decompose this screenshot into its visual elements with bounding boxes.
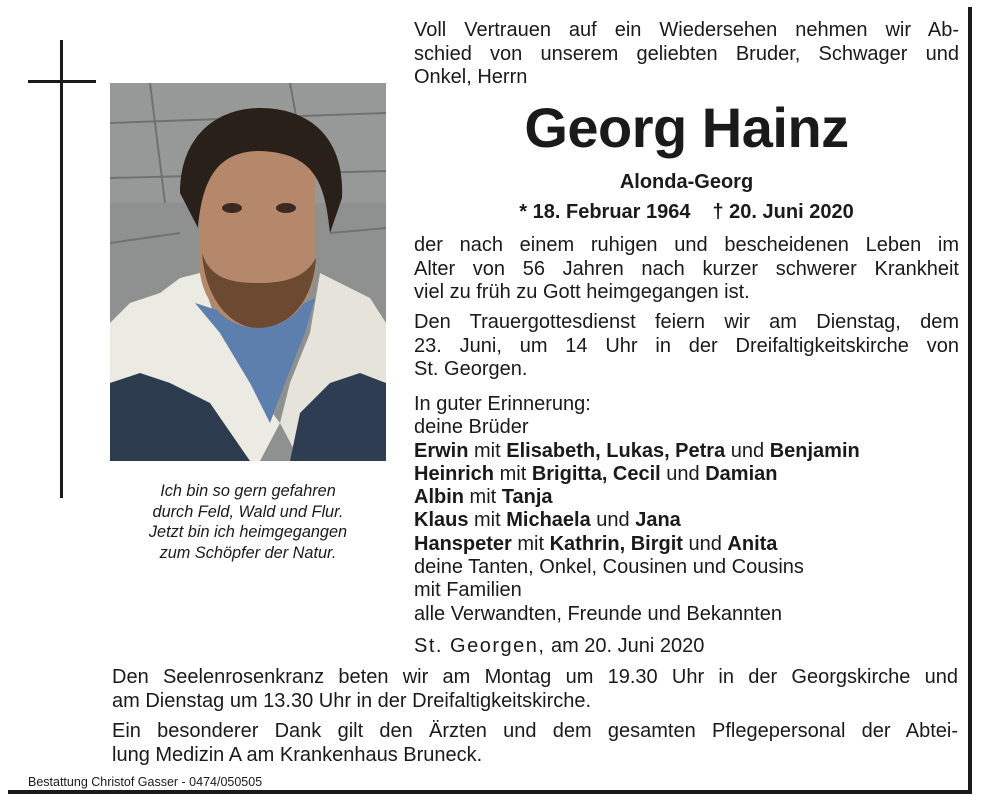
family-name: Brigitta, Cecil <box>531 462 661 485</box>
rosary-line: am Dienstag um 13.30 Uhr in der Dreifaltigkeitskirche. <box>112 689 592 712</box>
brother-line <box>414 533 959 556</box>
family-name: Benjamin <box>769 439 860 462</box>
life-line: viel zu früh zu Gott heimgegangen ist. <box>414 281 750 303</box>
death-date: † 20. Juni 2020 <box>712 201 854 223</box>
connector-text: und <box>660 462 706 485</box>
cross-icon-horizontal <box>28 80 96 83</box>
family-list <box>414 393 959 626</box>
connector-text: mit <box>511 532 550 555</box>
poem-line: durch Feld, Wald und Flur. <box>152 502 344 521</box>
deceased-name: Georg Hainz <box>524 96 849 159</box>
intro-line: schied von unserem geliebten Bruder, Schwager und <box>414 42 959 65</box>
rosary-line: Den Seelenrosenkranz beten wir am Montag um 19.30 Uhr in der Georgskirche und <box>112 666 958 688</box>
place-date-text: am 20. Juni 2020 <box>550 635 705 657</box>
thanks-text <box>112 720 958 767</box>
nickname: Alonda-Georg <box>619 171 754 193</box>
portrait-photo <box>110 83 386 461</box>
brother-line <box>414 486 959 509</box>
poem <box>110 481 386 563</box>
family-name: Heinrich <box>414 462 495 485</box>
life-dates <box>414 200 959 224</box>
family-name: Kathrin, Birgit <box>549 532 683 555</box>
family-name: Erwin <box>414 439 469 462</box>
memory-heading: In guter Erinnerung: <box>414 393 591 415</box>
family-name: Hanspeter <box>414 532 512 555</box>
connector-text: und <box>682 532 728 555</box>
relatives-line: deine Tanten, Onkel, Cousinen und Cousins <box>414 556 804 579</box>
poem-line: Ich bin so gern gefahren <box>160 482 336 500</box>
poem-line: Jetzt bin ich heimgegangen <box>148 523 348 541</box>
birth-date: * 18. Februar 1964 <box>519 201 691 223</box>
brothers-label: deine Brüder <box>414 416 529 439</box>
service-line: 23. Juni, um 14 Uhr in der Dreifaltigkeitskirche von <box>414 334 959 357</box>
intro-line: Voll Vertrauen auf ein Wiedersehen nehmen wir Ab- <box>414 19 959 41</box>
life-text <box>414 234 959 305</box>
family-name: Damian <box>705 462 778 485</box>
thanks-line: lung Medizin A am Krankenhaus Bruneck. <box>112 743 483 766</box>
family-name: Albin <box>414 486 464 509</box>
family-name: Michaela <box>506 509 591 532</box>
connector-text: mit <box>468 509 507 532</box>
connector-text: und <box>590 509 636 532</box>
service-line: St. Georgen. <box>414 358 528 380</box>
brothers-list <box>414 440 959 556</box>
life-line: der nach einem ruhigen und bescheidenen Leben im <box>414 234 959 256</box>
service-text <box>414 311 959 382</box>
intro-text <box>414 19 959 90</box>
connector-text: mit <box>468 439 507 462</box>
brother-line <box>414 509 959 532</box>
connector-text: und <box>725 439 770 462</box>
service-line: Den Trauergottesdienst feiern wir am Dienstag, dem <box>414 311 959 333</box>
intro-line: Onkel, Herrn <box>414 66 528 88</box>
family-name: Klaus <box>414 509 469 532</box>
cross-icon-vertical <box>60 40 63 498</box>
family-name: Elisabeth, Lukas, Petra <box>506 439 726 462</box>
relatives-line: alle Verwandten, Freunde und Bekannten <box>414 602 783 625</box>
rosary-text <box>112 666 958 713</box>
connector-text: mit <box>494 462 532 485</box>
place-name: St. Georgen, <box>414 635 546 657</box>
thanks-line: Ein besonderer Dank gilt den Ärzten und dem gesamten Pflegepersonal der Abtei- <box>112 720 958 742</box>
family-name: Anita <box>727 532 778 555</box>
connector-text: mit <box>464 486 502 509</box>
life-line: Alter von 56 Jahren nach kurzer schwerer Krankheit <box>414 257 959 280</box>
relatives-line: mit Familien <box>414 579 522 602</box>
family-name: Tanja <box>501 486 553 509</box>
place-date <box>414 634 704 658</box>
brother-line <box>414 440 959 463</box>
funeral-home-footer: Bestattung Christof Gasser - 0474/050505 <box>28 775 263 789</box>
family-name: Jana <box>635 509 681 532</box>
brother-line <box>414 463 959 486</box>
poem-line: zum Schöpfer der Natur. <box>159 543 337 562</box>
